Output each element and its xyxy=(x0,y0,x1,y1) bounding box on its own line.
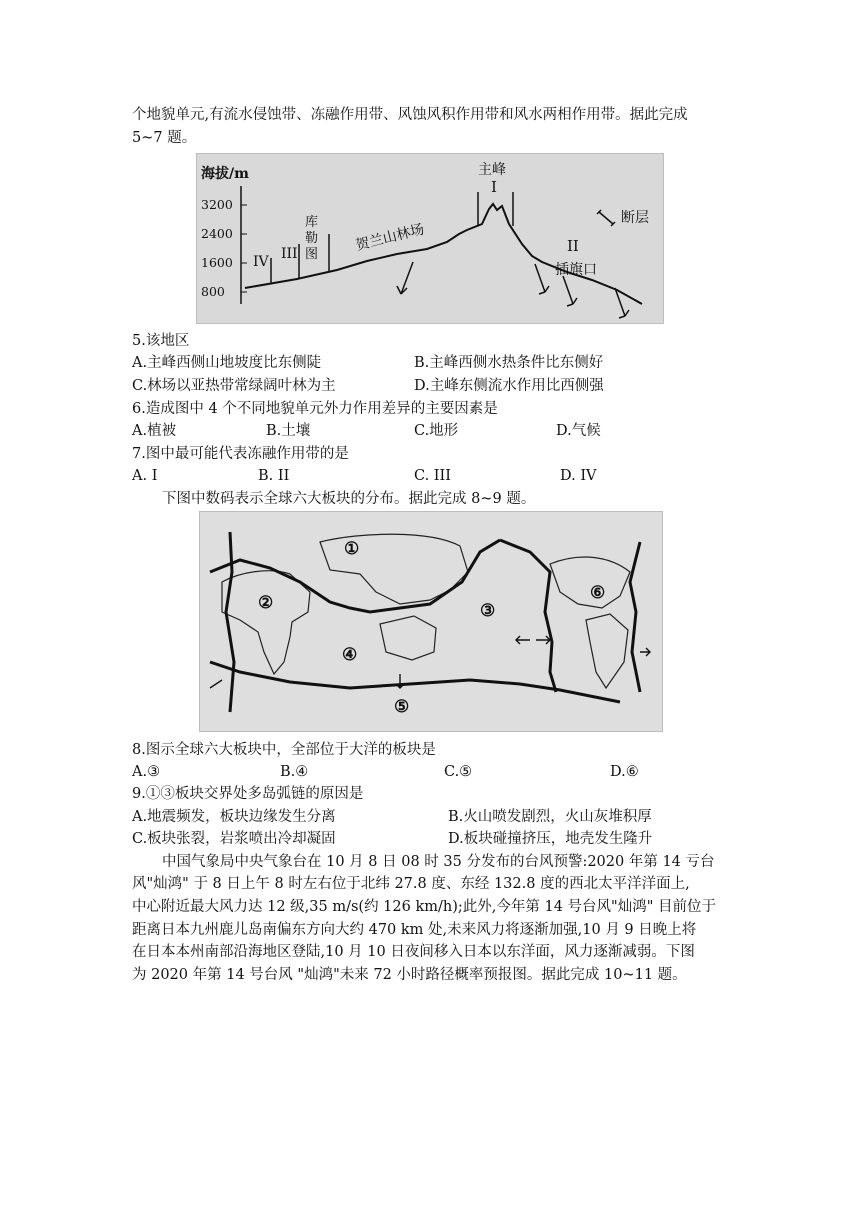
diverge-arrow-3 xyxy=(396,674,404,688)
label-chaqikou: 插旗口 xyxy=(555,262,597,278)
boundary-america-east xyxy=(630,542,640,692)
q9-stem: 9.①③板块交界处多岛弧链的原因是 xyxy=(132,786,364,802)
plate-label-4: ④ xyxy=(342,645,358,665)
label-kulet-1: 库 xyxy=(305,215,319,230)
q8-option-a[interactable]: A.③ xyxy=(132,764,161,780)
q8-stem: 8.图示全球六大板块中，全部位于大洋的板块是 xyxy=(132,742,436,758)
drift-arrow-1 xyxy=(210,680,222,688)
elevation-profile-figure xyxy=(196,153,664,324)
label-unit-I: I xyxy=(491,178,497,196)
typhoon-line-5: 在日本本州南部沿海地区登陆,10 月 10 日夜间移入日本以东洋面，风力逐渐减弱。下图 xyxy=(132,944,695,960)
plate-label-6: ⑥ xyxy=(590,583,606,603)
q7-option-d[interactable]: D. IV xyxy=(560,468,597,484)
y-tick-2400: 2400 xyxy=(201,226,233,241)
q5-options-row-2 xyxy=(132,375,732,397)
fault-symbol-east-2 xyxy=(563,276,577,306)
q9-option-a[interactable]: A.地震频发，板块边缘发生分离 xyxy=(132,809,336,825)
y-axis-label: 海拔/m xyxy=(201,166,249,182)
typhoon-line-6: 为 2020 年第 14 号台风 "灿鸿"未来 72 小时路径概率预报图。据此完成 10~11 题。 xyxy=(132,967,687,983)
q9-options-row-2 xyxy=(132,828,732,850)
q6-option-d[interactable]: D.气候 xyxy=(556,423,601,439)
q9-option-b[interactable]: B.火山喷发剧烈，火山灰堆积厚 xyxy=(448,809,652,825)
fault-symbol-legend xyxy=(597,210,615,226)
label-unit-III: III xyxy=(281,246,298,262)
q6-option-c[interactable]: C.地形 xyxy=(414,423,459,439)
q7-option-b[interactable]: B. II xyxy=(258,468,290,484)
plate-label-5: ⑤ xyxy=(394,697,410,717)
typhoon-line-2: 风"灿鸿" 于 8 日上午 8 时左右位于北纬 27.8 度、东经 132.8 度的西北太平洋洋面上, xyxy=(132,876,690,892)
q6-option-b[interactable]: B.土壤 xyxy=(266,423,311,439)
boundary-atlantic-ridge xyxy=(226,532,234,712)
africa-europe-outline xyxy=(222,571,310,674)
plate-label-2: ② xyxy=(258,593,274,613)
intro-line-2: 5~7 题。 xyxy=(132,130,197,146)
boundary-pacific-east xyxy=(500,540,556,692)
q7-option-c[interactable]: C. III xyxy=(414,468,451,484)
label-kulet-3: 图 xyxy=(305,247,319,262)
label-main-peak: 主峰 xyxy=(478,162,506,178)
typhoon-line-4: 距离日本九州鹿儿岛南偏东方向大约 470 km 处,未来风力将逐渐加强,10 月 9 日晚上将 xyxy=(132,922,697,938)
label-unit-II: II xyxy=(567,237,579,255)
q6-option-a[interactable]: A.植被 xyxy=(132,423,177,439)
typhoon-line-3: 中心附近最大风力达 12 级,35 m/s(约 126 km/h);此外,今年第 14 号台风"灿鸿" 目前位于 xyxy=(132,899,716,915)
plate-label-3: ③ xyxy=(480,601,496,621)
q5-option-b[interactable]: B.主峰西侧水热条件比东侧好 xyxy=(414,355,604,371)
q5-option-a[interactable]: A.主峰西侧山地坡度比东侧陡 xyxy=(132,355,322,371)
q8-option-d[interactable]: D.⑥ xyxy=(610,764,639,780)
fault-symbol-east-1 xyxy=(535,264,549,294)
q7-options xyxy=(132,465,732,487)
label-unit-IV: IV xyxy=(253,254,269,270)
typhoon-line-1: 中国气象局中央气象台在 10 月 8 日 08 时 35 分发布的台风预警:2020 年第 14 亏台 xyxy=(162,854,715,870)
plate-label-1: ① xyxy=(344,539,360,559)
q9-option-d[interactable]: D.板块碰撞挤压，地壳发生隆升 xyxy=(448,831,653,847)
australia-outline xyxy=(380,616,436,660)
q9-options-row-1 xyxy=(132,806,732,828)
world-plates-map xyxy=(199,511,663,732)
q7-option-a[interactable]: A. I xyxy=(132,468,158,484)
diverge-arrow-1 xyxy=(516,636,550,644)
fault-symbol-west xyxy=(397,262,413,294)
q5-stem: 5.该地区 xyxy=(132,333,190,349)
label-kulet-2: 勒 xyxy=(305,231,319,246)
q5-option-c[interactable]: C.林场以亚热带常绿阔叶林为主 xyxy=(132,378,336,394)
q8-option-c[interactable]: C.⑤ xyxy=(444,764,473,780)
label-helan-forest: 贺兰山林场 xyxy=(354,221,426,254)
q7-stem: 7.图中最可能代表冻融作用带的是 xyxy=(132,446,349,462)
q6-options xyxy=(132,420,732,442)
south-america-outline xyxy=(586,614,628,688)
intro-line-1: 个地貌单元,有流水侵蚀带、冻融作用带、风蚀风积作用带和风水两相作用带。据此完成 xyxy=(132,107,688,123)
q6-stem: 6.造成图中 4 个不同地貌单元外力作用差异的主要因素是 xyxy=(132,401,498,417)
y-tick-3200: 3200 xyxy=(201,197,233,212)
q8-option-b[interactable]: B.④ xyxy=(280,764,309,780)
q9-option-c[interactable]: C.板块张裂，岩浆喷出冷却凝固 xyxy=(132,831,336,847)
y-tick-800: 800 xyxy=(201,284,225,299)
label-fault: 断层 xyxy=(621,210,649,226)
diverge-arrow-2 xyxy=(640,648,650,656)
y-tick-1600: 1600 xyxy=(201,255,233,270)
plates-intro: 下图中数码表示全球六大板块的分布。据此完成 8~9 题。 xyxy=(162,491,536,507)
q8-options xyxy=(132,761,732,783)
q5-option-d[interactable]: D.主峰东侧流水作用比西侧强 xyxy=(414,378,604,394)
q5-options-row-1 xyxy=(132,352,732,374)
